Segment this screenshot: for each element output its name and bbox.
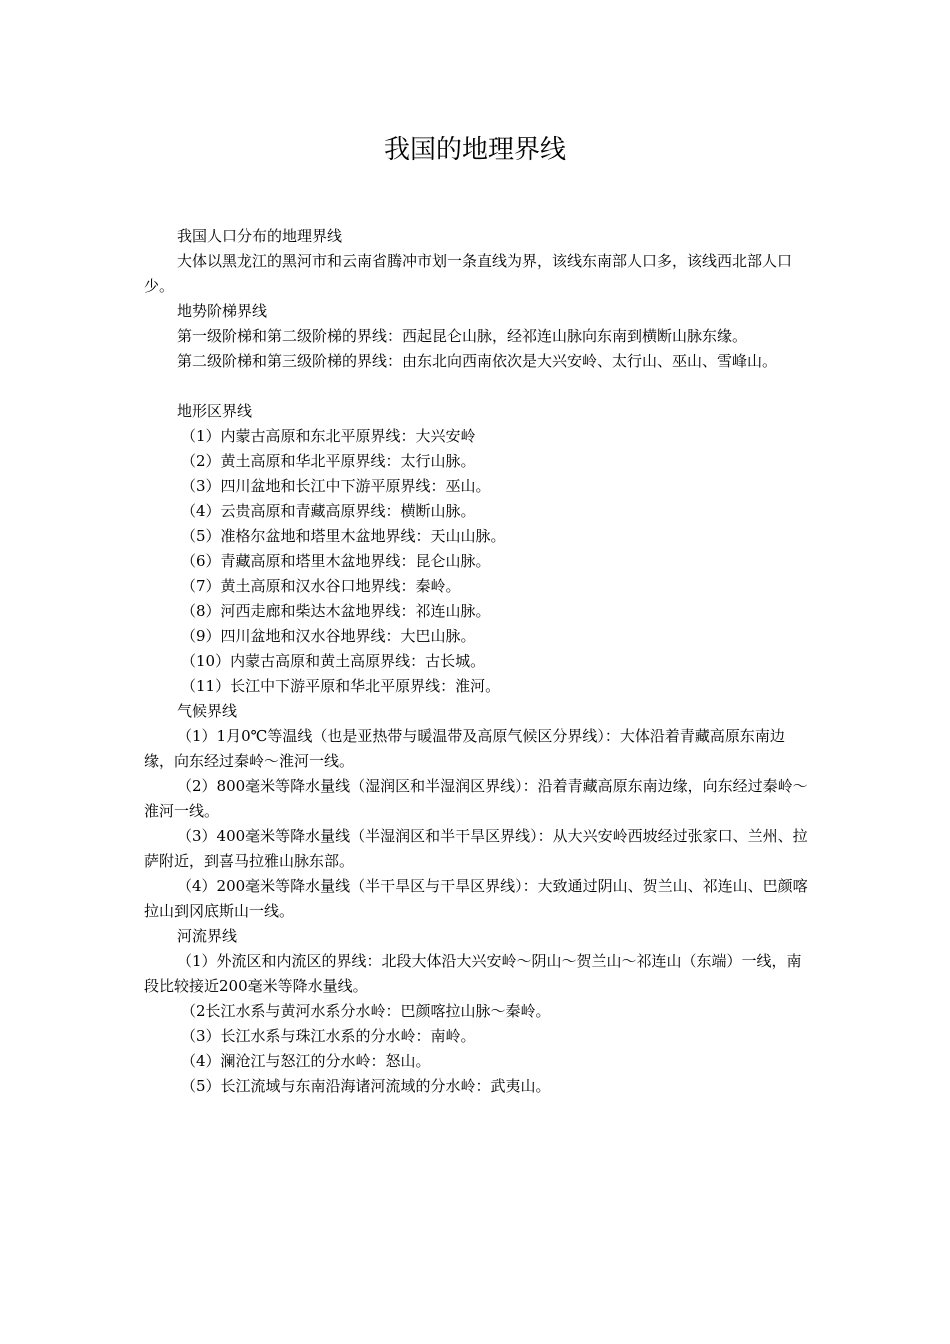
paragraph-population: 大体以黑龙江的黑河市和云南省腾冲市划一条直线为界，该线东南部人口多，该线西北部人口少。 [144, 252, 793, 295]
section-heading-terrain-steps: 地势阶梯界线 [177, 302, 268, 320]
list-item: （3）四川盆地和长江中下游平原界线：巫山。 [181, 477, 491, 495]
section-heading-population: 我国人口分布的地理界线 [177, 227, 343, 245]
list-item: （2）800毫米等降水量线（湿润区和半湿润区界线）：沿着青藏高原东南边缘，向东经过秦岭～淮河一线。 [144, 777, 808, 820]
paragraph-terrain-step-1: 第一级阶梯和第二级阶梯的界线：西起昆仑山脉，经祁连山脉向东南到横断山脉东缘。 [177, 327, 748, 345]
list-item: （10）内蒙古高原和黄土高原界线：古长城。 [181, 652, 486, 670]
section-heading-landform: 地形区界线 [177, 402, 253, 420]
list-item: （1）1月0℃等温线（也是亚热带与暖温带及高原气候区分界线）：大体沿着青藏高原东南边缘，向东经过秦岭～淮河一线。 [144, 727, 785, 770]
list-item: （5）准格尔盆地和塔里木盆地界线：天山山脉。 [181, 527, 506, 545]
page-title: 我国的地理界线 [383, 135, 566, 165]
list-item: （1）内蒙古高原和东北平原界线：大兴安岭 [181, 427, 476, 445]
paragraph-terrain-step-2: 第二级阶梯和第三级阶梯的界线：由东北向西南依次是大兴安岭、太行山、巫山、雪峰山。 [177, 352, 778, 370]
list-item: （3）长江水系与珠江水系的分水岭：南岭。 [181, 1027, 476, 1045]
list-item: （2长江水系与黄河水系分水岭：巴颜喀拉山脉～秦岭。 [181, 1002, 551, 1020]
list-item: （9）四川盆地和汉水谷地界线：大巴山脉。 [181, 627, 476, 645]
list-item: （1）外流区和内流区的界线：北段大体沿大兴安岭～阴山～贺兰山～祁连山（东端）一线，南段比较接近200毫米等降水量线。 [144, 952, 802, 995]
list-item: （8）河西走廊和柴达木盆地界线：祁连山脉。 [181, 602, 491, 620]
list-item: （2）黄土高原和华北平原界线：太行山脉。 [181, 452, 476, 470]
list-item: （4）云贵高原和青藏高原界线：横断山脉。 [181, 502, 476, 520]
list-item: （4）澜沧江与怒江的分水岭：怒山。 [181, 1052, 431, 1070]
list-item: （7）黄土高原和汉水谷口地界线：秦岭。 [181, 577, 461, 595]
blank-line [144, 374, 810, 399]
list-item: （11）长江中下游平原和华北平原界线：淮河。 [181, 677, 501, 695]
section-heading-rivers: 河流界线 [177, 927, 238, 945]
list-item: （5）长江流域与东南沿海诸河流域的分水岭：武夷山。 [181, 1077, 551, 1095]
list-item: （3）400毫米等降水量线（半湿润区和半干旱区界线）：从大兴安岭西坡经过张家口、兰州、拉萨附近，到喜马拉雅山脉东部。 [144, 827, 808, 870]
section-heading-climate: 气候界线 [177, 702, 238, 720]
list-item: （4）200毫米等降水量线（半干旱区与干旱区界线）：大致通过阴山、贺兰山、祁连山、巴颜喀拉山到冈底斯山一线。 [144, 877, 808, 920]
list-item: （6）青藏高原和塔里木盆地界线：昆仑山脉。 [181, 552, 491, 570]
document-body [144, 224, 810, 1099]
